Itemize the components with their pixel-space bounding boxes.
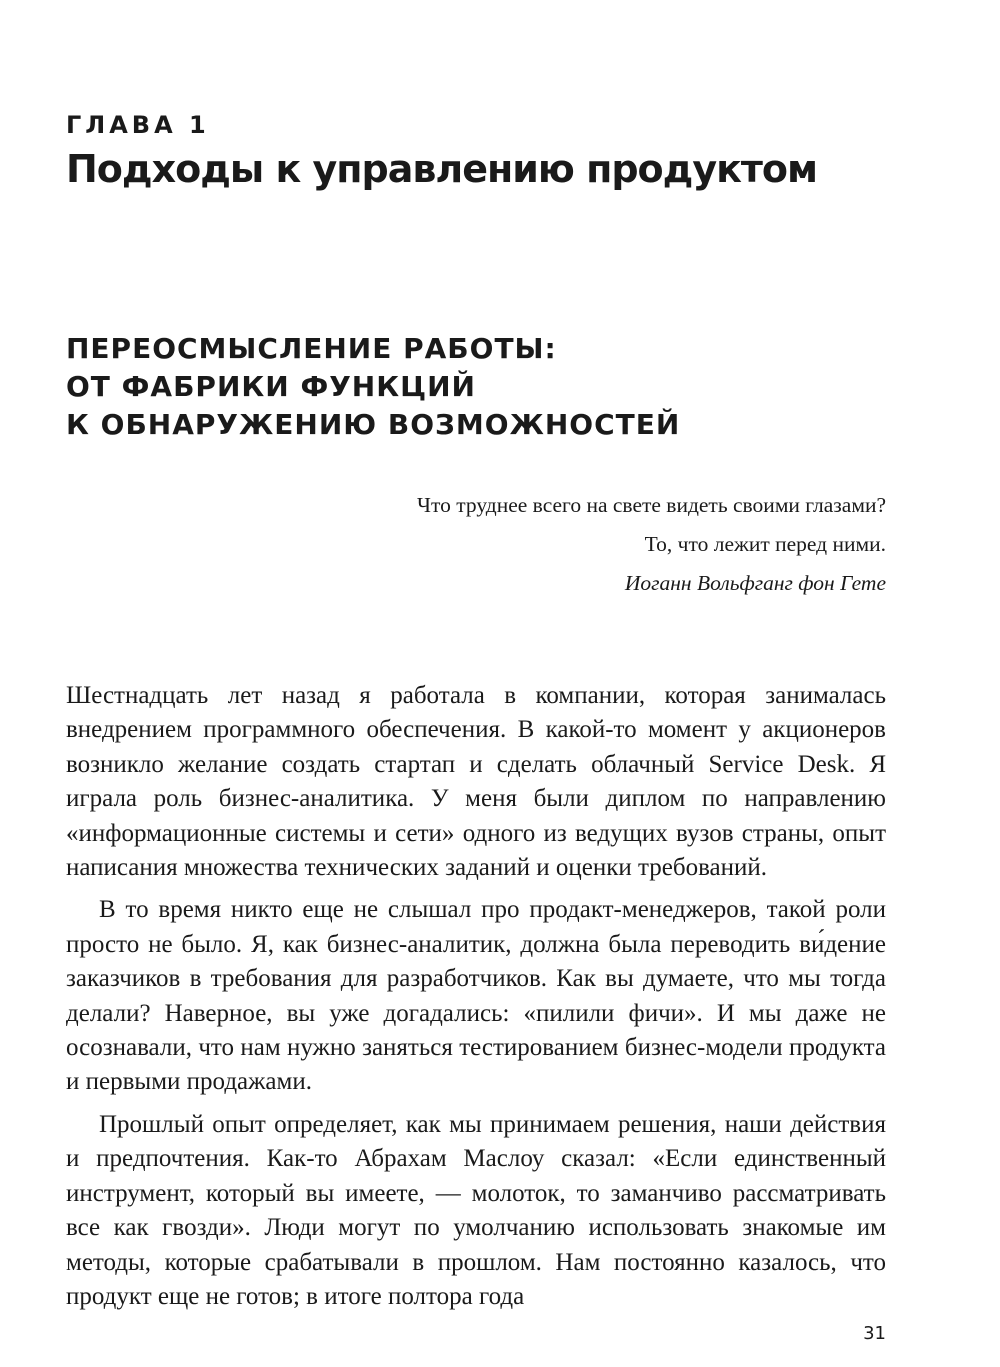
page-number: 31 xyxy=(863,1323,886,1344)
section-title-line: ОТ ФАБРИКИ ФУНКЦИЙ xyxy=(66,370,476,403)
epigraph-line: То, что лежит перед ними. xyxy=(644,532,886,556)
paragraph: Шестнадцать лет назад я работала в компании, которая занималась внедрением программного обеспечения. В какой-то момент у акционеров возникло желание создать стартап и сделать облачный Service Desk. Я играла роль бизнес-аналитика. У меня были диплом по направлению «информационные системы и сети» одного из ведущих вузов страны, опыт написания множества технических заданий и оценки требований. xyxy=(66,682,886,882)
section-title xyxy=(66,330,680,444)
section-title-line: ПЕРЕОСМЫСЛЕНИЕ РАБОТЫ: xyxy=(66,332,557,365)
epigraph xyxy=(417,486,886,603)
paragraph: В то время никто еще не слышал про продакт-менеджеров, такой роли просто не было. Я, как бизнес-аналитик, должна была переводить ви́дение заказчиков в требования для разработчиков. Как вы думаете, что мы тогда делали? Наверное, вы уже догадались: «пилили фичи». И мы даже не осознавали, что нам нужно заняться тестированием бизнес-модели продукта и первыми продажами. xyxy=(66,896,886,1096)
paragraph: Прошлый опыт определяет, как мы принимаем решения, наши действия и предпочтения. Как-то Абрахам Маслоу сказал: «Если единственный инструмент, который вы имеете, — молоток, то заманчиво рассматривать все как гвозди». Люди могут по умолчанию использовать знакомые им методы, которые срабатывали в прошлом. Нам постоянно казалось, что продукт еще не готов; в итоге полтора года xyxy=(66,1110,886,1310)
chapter-title: Подходы к управлению продуктом xyxy=(66,147,818,191)
section-title-line: К ОБНАРУЖЕНИЮ ВОЗМОЖНОСТЕЙ xyxy=(66,408,681,441)
epigraph-line: Что труднее всего на свете видеть своими глазами? xyxy=(417,493,886,517)
epigraph-author: Иоганн Вольфганг фон Гете xyxy=(624,571,886,595)
body-text xyxy=(66,679,886,1322)
chapter-label: ГЛАВА 1 xyxy=(66,111,210,139)
